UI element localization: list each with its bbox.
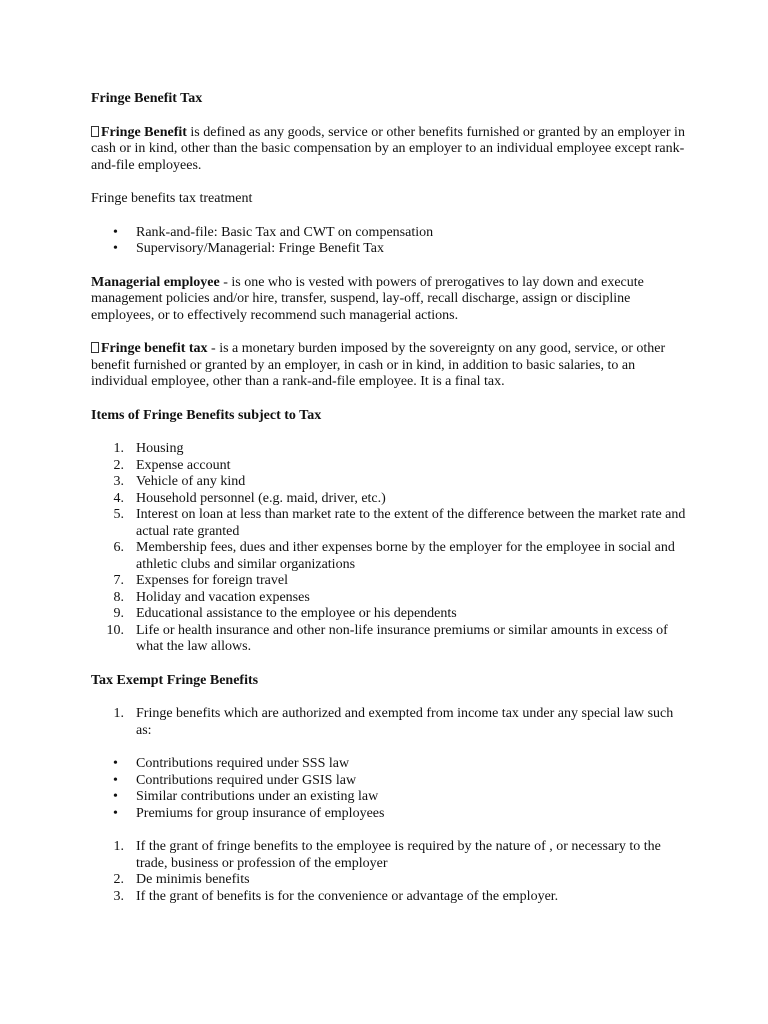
list-item: 2. De minimis benefits <box>113 872 250 887</box>
list-item: • Contributions required under GSIS law <box>91 773 691 790</box>
list-item: 3. If the grant of benefits is for the convenience or advantage of the employer. <box>113 888 559 904</box>
list-item: 7. Expenses for foreign travel <box>113 573 288 588</box>
list-item: 9. Educational assistance to the employee or his dependents <box>113 606 457 621</box>
exempt-first-list <box>91 706 691 739</box>
list-item: 3. Vehicle of any kind <box>113 474 246 489</box>
list-item: • Supervisory/Managerial: Fringe Benefit Tax <box>91 241 691 258</box>
list-item: 6. Membership fees, dues and ither expenses borne by the employer for the employee in social and athletic clubs and similar organizations <box>113 540 675 572</box>
list-item: 1. Fringe benefits which are authorized and exempted from income tax under any special law such as: <box>113 706 674 738</box>
missing-glyph-box-icon <box>91 126 99 137</box>
exempt-bullet-list <box>91 756 691 822</box>
list-item: 4. Household personnel (e.g. maid, driver, etc.) <box>113 490 386 506</box>
fringe-benefit-term: Fringe Benefit <box>101 124 187 140</box>
document-page <box>91 91 691 922</box>
treatment-list <box>91 225 691 258</box>
exempt-heading: Tax Exempt Fringe Benefits <box>91 672 259 688</box>
managerial-employee-text: - is one who is vested with powers of prerogatives to lay down and execute management policies and/or hire, transfer, suspend, lay-off, recall discharge, assign or discipline employees, or to effectively recommend such managerial actions. <box>91 274 644 323</box>
fringe-benefit-definition-text: is defined as any goods, service or other benefits furnished or granted by an employer in cash or in kind, other than the basic compensation by an employer to an individual employee except rank-and-file employees. <box>91 124 685 173</box>
managerial-employee-definition <box>91 275 691 325</box>
missing-glyph-box-icon <box>91 342 99 353</box>
fringe-benefit-tax-text: - is a monetary burden imposed by the sovereignty on any good, service, or other benefit furnished or granted by an employer, in cash or in kind, in addition to basic salaries, to an individual employee, other than a rank-and-file employee. It is a final tax. <box>91 341 666 389</box>
list-item: 10. Life or health insurance and other non-life insurance premiums or similar amounts in excess of what the law allows. <box>106 622 668 654</box>
list-item: 1. If the grant of fringe benefits to the employee is required by the nature of , or necessary to the trade, business or profession of the employer <box>113 839 661 871</box>
fringe-benefit-definition <box>91 125 691 175</box>
list-item: 2. Expense account <box>113 457 231 473</box>
exempt-more-list <box>91 839 691 905</box>
document-title: Fringe Benefit Tax <box>91 91 203 106</box>
fringe-benefit-tax-term: Fringe benefit tax <box>101 341 208 356</box>
fringe-benefit-tax-definition <box>91 341 691 391</box>
items-heading: Items of Fringe Benefits subject to Tax <box>91 407 322 423</box>
list-item: 5. Interest on loan at less than market rate to the extent of the difference between the market rate and actual rate granted <box>113 507 686 539</box>
list-item: 8. Holiday and vacation expenses <box>113 589 310 605</box>
list-item: 1. Housing <box>113 441 184 456</box>
taxable-items-list <box>91 441 691 656</box>
list-item: • Contributions required under SSS law <box>91 756 691 773</box>
list-item: • Premiums for group insurance of employees <box>91 806 691 823</box>
treatment-label: Fringe benefits tax treatment <box>91 191 253 206</box>
list-item: • Similar contributions under an existing law <box>91 789 691 806</box>
managerial-employee-term: Managerial employee <box>91 274 220 290</box>
list-item: • Rank-and-file: Basic Tax and CWT on compensation <box>91 225 691 242</box>
